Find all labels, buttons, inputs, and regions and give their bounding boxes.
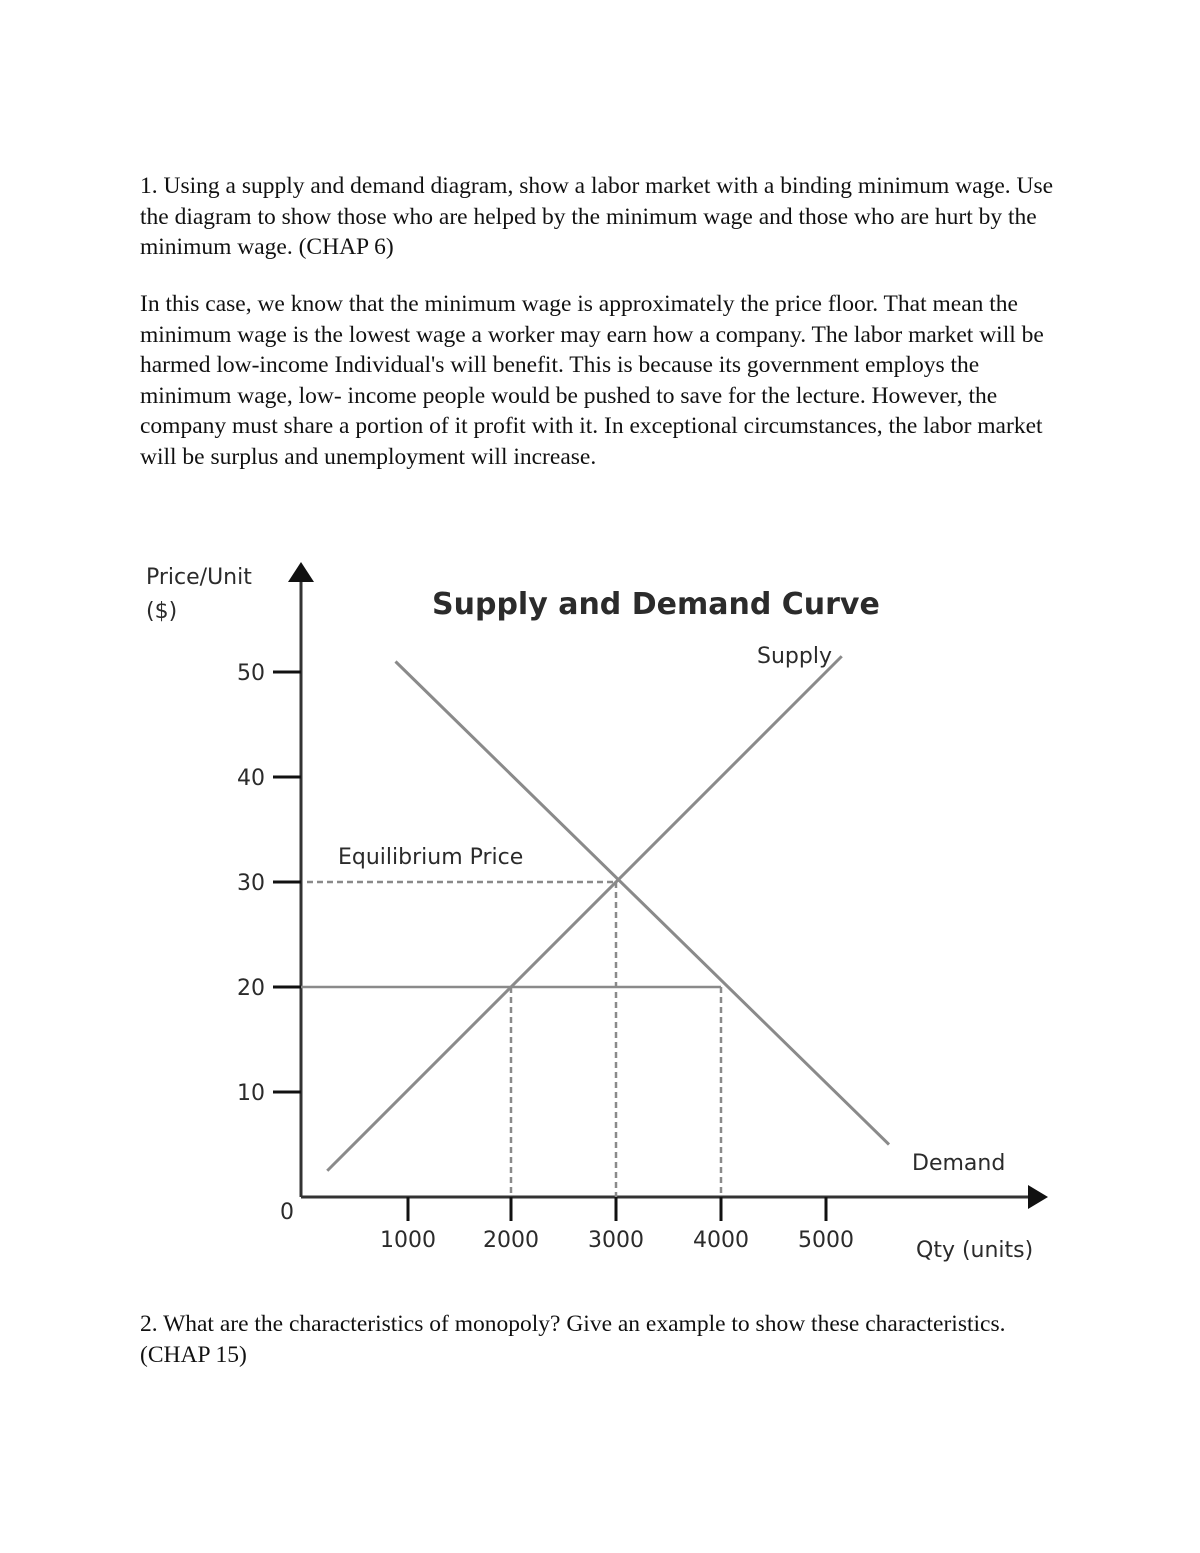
x-tick-label-5000: 5000 — [798, 1228, 854, 1253]
supply-curve — [327, 656, 842, 1171]
x-tick-label-2000: 2000 — [483, 1228, 539, 1253]
y-tick-label-30: 30 — [237, 871, 265, 896]
supply-demand-chart — [0, 540, 1200, 1280]
x-axis-arrow-icon — [1028, 1185, 1048, 1209]
supply-label: Supply — [757, 644, 832, 669]
y-tick-label-40: 40 — [237, 766, 265, 791]
answer-1: In this case, we know that the minimum wage is approximately the price floor. That mean the minimum wage is the lowest wage a worker may earn how a company. The labor market will be harmed low-income Individual's will benefit. This is because its government employs the minimum wage, low- income people would be pushed to save for the lecture. However, the company must share a portion of it profit with it. In exceptional circumstances, the labor market will be surplus and unemployment will increase. — [140, 291, 1044, 470]
y-axis-arrow-icon — [288, 562, 314, 582]
y-tick-label-10: 10 — [237, 1081, 265, 1106]
x-axis-label: Qty (units) — [916, 1238, 1034, 1263]
question-2: 2. What are the characteristics of monopoly? Give an example to show these characteristics. (CHAP 15) — [140, 1311, 1006, 1368]
x-tick-label-3000: 3000 — [588, 1228, 644, 1253]
origin-label: 0 — [280, 1200, 294, 1225]
y-axis-label: Price/Unit — [146, 565, 252, 590]
y-tick-label-20: 20 — [237, 976, 265, 1001]
y-tick-label-50: 50 — [237, 661, 265, 686]
x-tick-label-1000: 1000 — [380, 1228, 436, 1253]
equilibrium-price-label: Equilibrium Price — [338, 845, 524, 870]
demand-label: Demand — [912, 1151, 1006, 1176]
x-tick-label-4000: 4000 — [693, 1228, 749, 1253]
question-1: 1. Using a supply and demand diagram, show a labor market with a binding minimum wage. Use the diagram to show those who are helped by the minimum wage and those who are hurt by the minimum wage. (CHAP 6) — [140, 173, 1054, 260]
demand-curve — [396, 662, 890, 1145]
y-axis-unit-label: ($) — [146, 599, 178, 624]
chart-title: Supply and Demand Curve — [432, 587, 880, 622]
